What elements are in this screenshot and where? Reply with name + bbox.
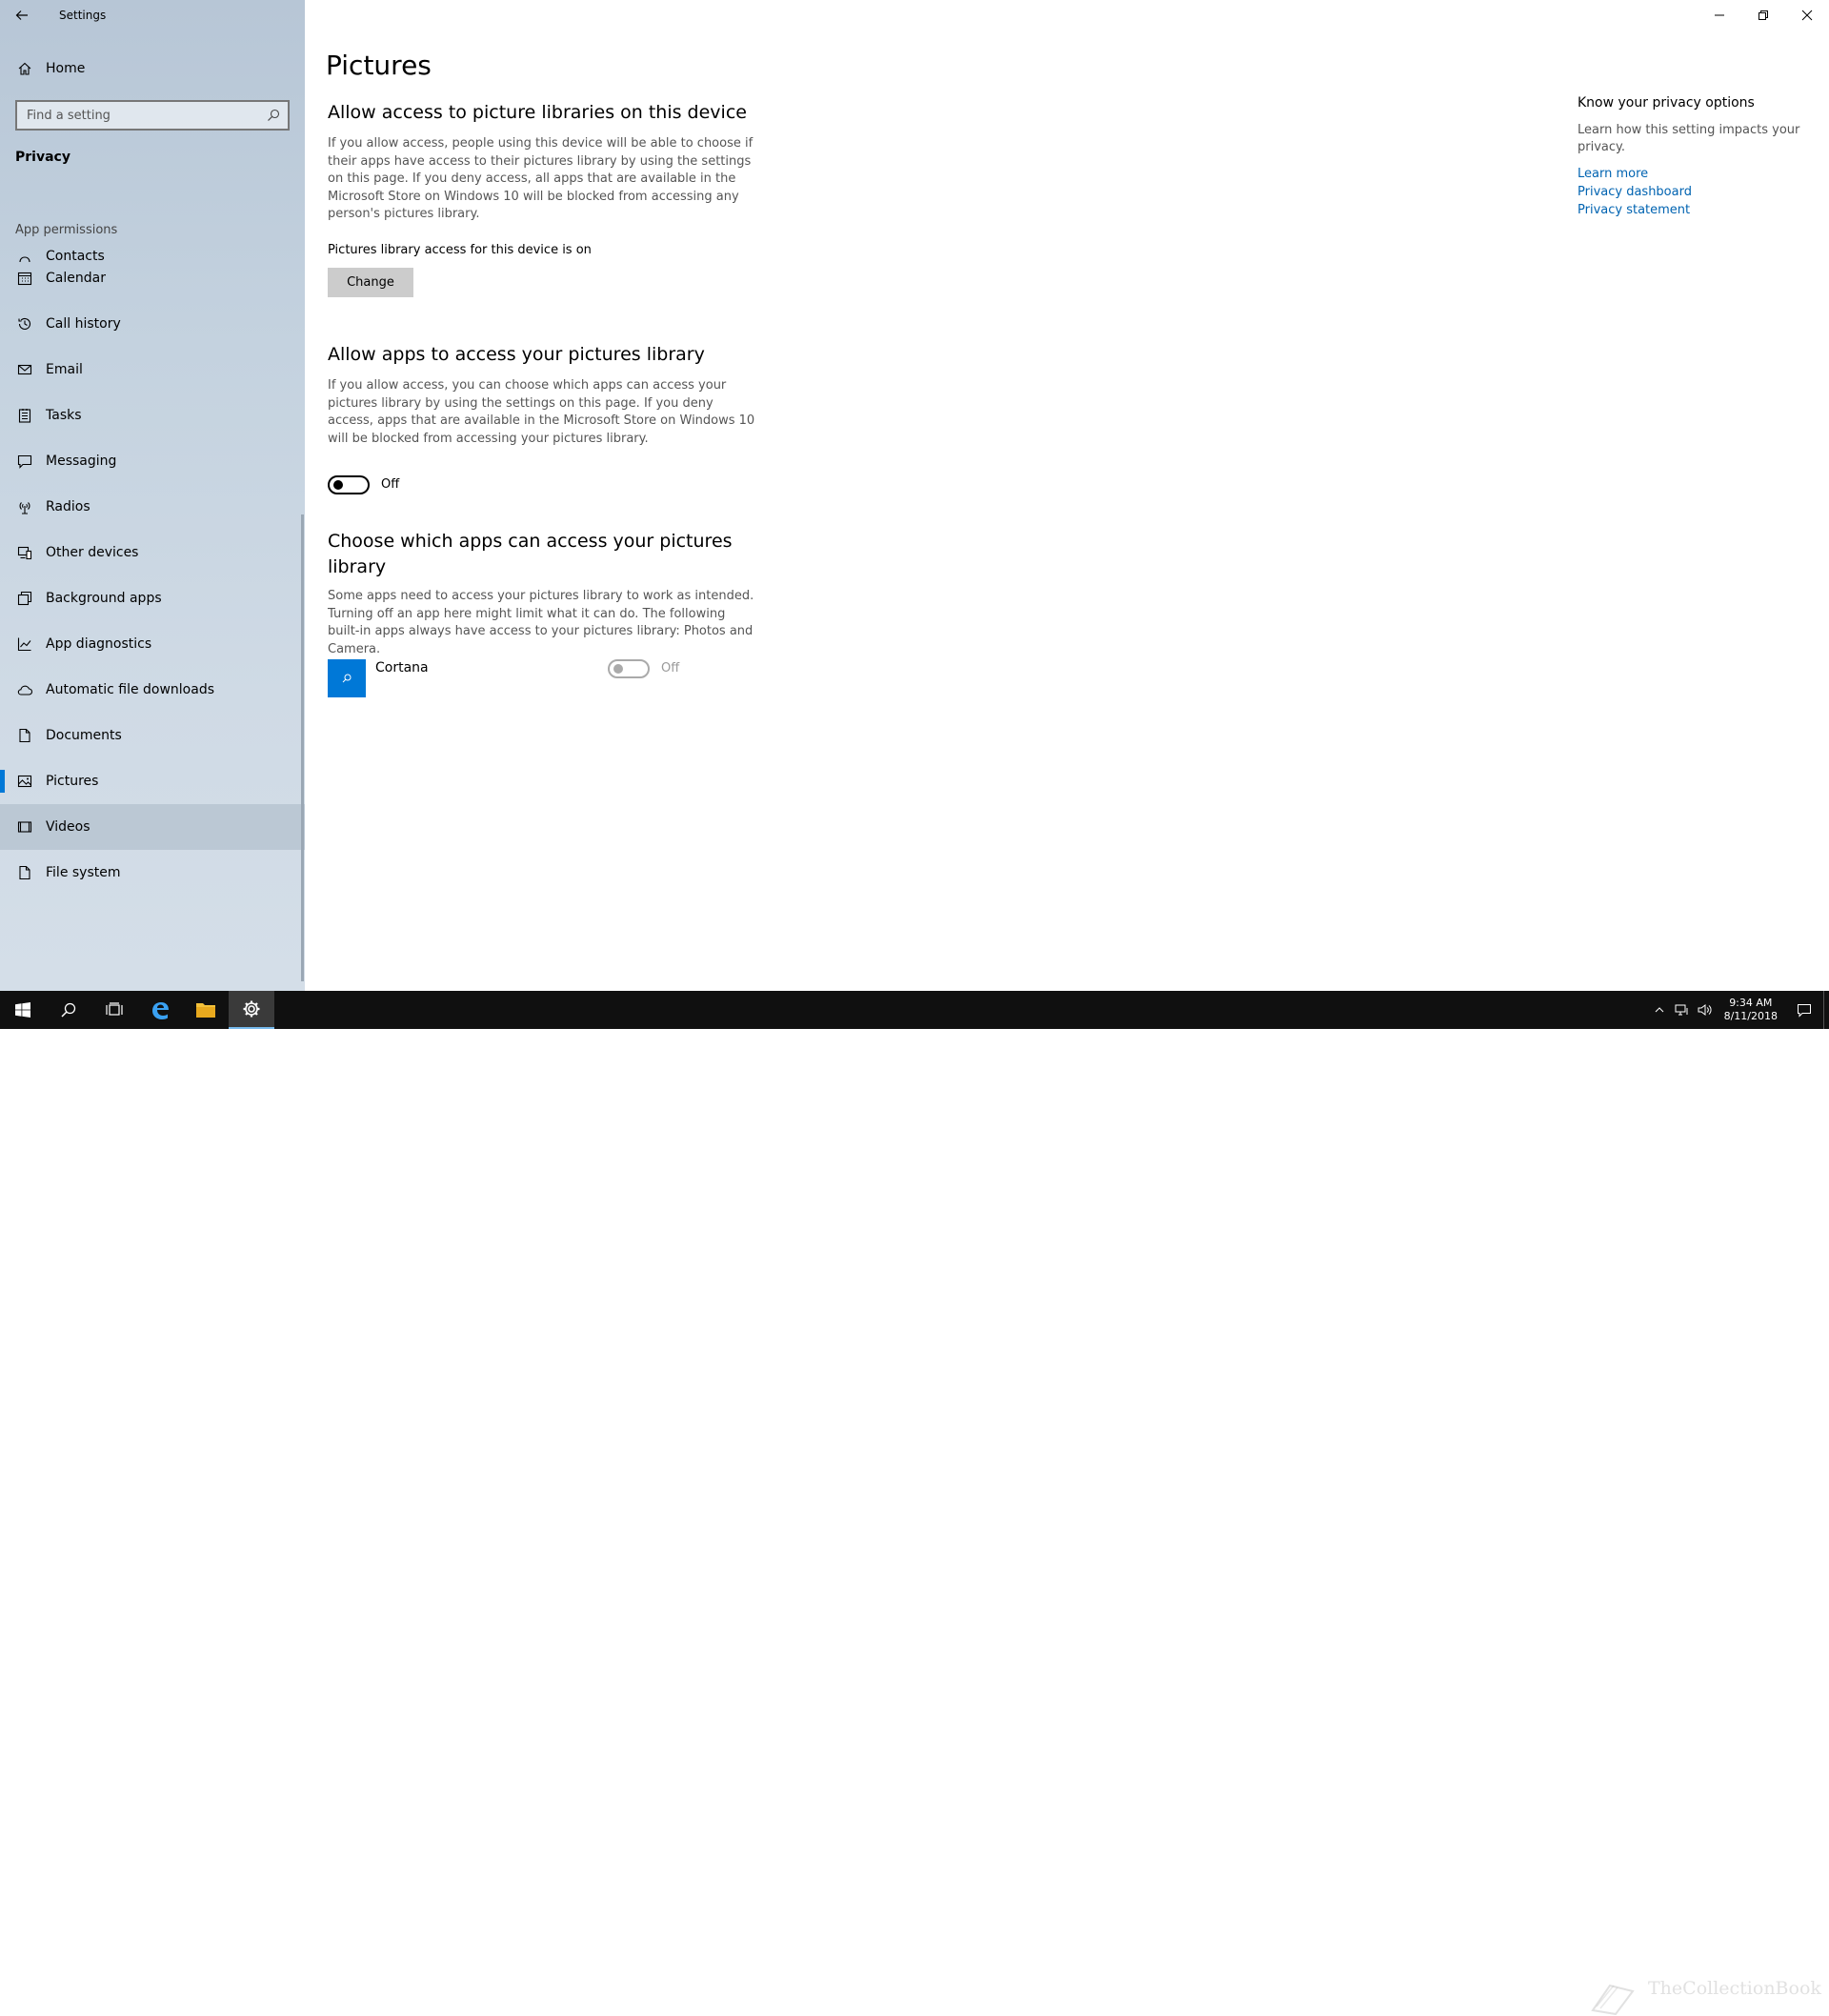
sidebar-item-label: Radios	[46, 499, 90, 514]
home-icon	[16, 60, 33, 77]
sidebar-item-other-devices[interactable]	[0, 530, 305, 575]
cortana-toggle[interactable]	[608, 659, 650, 678]
sidebar-item-app-diagnostics[interactable]	[0, 621, 305, 667]
search-icon	[61, 1002, 76, 1018]
main-content	[326, 0, 1564, 991]
sidebar-item-label: Tasks	[46, 408, 82, 423]
sidebar-item-tasks[interactable]	[0, 393, 305, 438]
folder-icon	[195, 1001, 216, 1018]
device-access-status: Pictures library access for this device is on	[328, 243, 592, 257]
gear-icon	[242, 999, 261, 1018]
clock-time: 9:34 AM	[1729, 997, 1773, 1009]
picture-icon	[16, 773, 33, 790]
search-icon	[267, 109, 280, 122]
edge-icon	[150, 999, 171, 1020]
privacy-options-panel	[1578, 95, 1806, 219]
notification-icon	[1797, 1002, 1812, 1018]
restore-icon	[1759, 10, 1768, 20]
nav-list	[0, 230, 305, 916]
settings-taskbar-button[interactable]	[229, 991, 274, 1029]
section-title: Privacy	[15, 150, 70, 165]
show-hidden-icons-button[interactable]	[1648, 991, 1671, 1029]
sidebar-item-label: Background apps	[46, 591, 162, 606]
section-apps-access-heading: Allow apps to access your pictures library	[328, 344, 705, 365]
network-icon	[1675, 1003, 1690, 1017]
sidebar-item-label: Contacts	[46, 249, 105, 264]
sidebar-item-documents[interactable]	[0, 713, 305, 758]
sidebar-item-label: Call history	[46, 316, 121, 332]
title-bar	[0, 0, 305, 30]
app-title: Settings	[59, 9, 107, 22]
sidebar-item-label: Pictures	[46, 774, 99, 789]
sidebar-item-videos[interactable]	[0, 804, 305, 850]
calendar-icon	[16, 270, 33, 287]
system-tray	[1648, 991, 1829, 1029]
sidebar-item-file-system[interactable]	[0, 850, 305, 896]
minimize-icon	[1715, 10, 1724, 20]
privacy-options-heading: Know your privacy options	[1578, 95, 1755, 111]
close-button[interactable]	[1785, 0, 1829, 30]
sidebar-item-radios[interactable]	[0, 484, 305, 530]
sidebar-item-label: Documents	[46, 728, 122, 743]
message-icon	[16, 453, 33, 470]
sidebar-item-label: Messaging	[46, 454, 117, 469]
background-apps-icon	[16, 590, 33, 607]
sidebar-item-pictures[interactable]	[0, 758, 305, 804]
selection-indicator	[0, 770, 5, 793]
search-input[interactable]	[27, 109, 255, 123]
radio-icon	[16, 498, 33, 515]
watermark-book-icon	[1589, 1978, 1638, 2016]
file-explorer-button[interactable]	[183, 991, 229, 1029]
learn-more-link[interactable]: Learn more	[1578, 167, 1649, 181]
sidebar-item-label: Email	[46, 362, 83, 377]
close-icon	[1802, 10, 1812, 20]
privacy-dashboard-link[interactable]: Privacy dashboard	[1578, 185, 1692, 199]
apps-access-toggle[interactable]	[328, 475, 370, 494]
cortana-toggle-label: Off	[661, 661, 680, 675]
sidebar-item-messaging[interactable]	[0, 438, 305, 484]
tasks-icon	[16, 407, 33, 424]
change-button[interactable]: Change	[328, 268, 413, 297]
taskbar	[0, 991, 1829, 1999]
section-apps-access-description: If you allow access, you can choose which apps can access your pictures library by using the settings on this page. If you deny access, apps that are available in the Microsoft Store on Windows 10 will be blocked from accessing your pictures library.	[328, 378, 755, 446]
sidebar-item-label: Automatic file downloads	[46, 682, 215, 697]
start-button[interactable]	[0, 991, 46, 1029]
privacy-statement-link[interactable]: Privacy statement	[1578, 203, 1691, 217]
file-icon	[16, 864, 33, 881]
section-choose-apps-heading: Choose which apps can access your pictures library	[328, 531, 733, 577]
toggle-knob	[613, 664, 623, 674]
section-choose-apps-description: Some apps need to access your pictures library to work as intended. Turning off an app here might limit what it can do. The following built-in apps always have access to your pictures library: Photos and Camera.	[328, 589, 754, 656]
toggle-knob	[333, 480, 343, 490]
sidebar-item-label: Calendar	[46, 271, 106, 286]
chevron-up-icon	[1655, 1005, 1664, 1015]
action-center-button[interactable]	[1785, 991, 1823, 1029]
search-box[interactable]	[15, 100, 290, 131]
group-title: App permissions	[15, 223, 118, 237]
section-device-access-description: If you allow access, people using this device will be able to choose if their apps have access to their pictures library by using the settings on this page. If you deny access, all apps that are available in the Microsoft Store on Windows 10 will be blocked from accessing any person's pictures library.	[328, 136, 754, 221]
page-title: Pictures	[326, 50, 432, 81]
task-view-button[interactable]	[91, 991, 137, 1029]
sidebar-item-calendar[interactable]	[0, 255, 305, 301]
windows-logo-icon	[15, 1002, 30, 1018]
diagnostics-icon	[16, 635, 33, 653]
speaker-icon	[1698, 1003, 1713, 1017]
cortana-app-tile	[328, 659, 366, 697]
cortana-app-name: Cortana	[375, 660, 429, 675]
sidebar-item-automatic-file-downloads[interactable]	[0, 667, 305, 713]
sidebar-item-label: File system	[46, 865, 121, 880]
window-controls	[1698, 0, 1829, 30]
clock-date: 8/11/2018	[1723, 1010, 1778, 1022]
minimize-button[interactable]	[1698, 0, 1741, 30]
document-icon	[16, 727, 33, 744]
volume-button[interactable]	[1694, 991, 1717, 1029]
back-arrow-icon	[15, 9, 29, 22]
section-device-access-heading: Allow access to picture libraries on this device	[328, 102, 747, 123]
history-icon	[16, 315, 33, 333]
devices-icon	[16, 544, 33, 561]
sidebar-item-label: Videos	[46, 819, 90, 835]
home-label: Home	[46, 61, 86, 76]
sidebar-item-label: App diagnostics	[46, 636, 152, 652]
sidebar-item-contacts[interactable]	[0, 230, 305, 264]
search-button[interactable]	[46, 991, 91, 1029]
show-desktop-button[interactable]	[1823, 991, 1829, 1029]
home-link[interactable]	[0, 55, 305, 82]
network-button[interactable]	[1671, 991, 1694, 1029]
sidebar-item-call-history[interactable]	[0, 301, 305, 347]
cortana-search-icon	[341, 673, 352, 684]
video-icon	[16, 818, 33, 836]
edge-browser-button[interactable]	[137, 991, 183, 1029]
sidebar	[0, 0, 305, 991]
sidebar-item-background-apps[interactable]	[0, 575, 305, 621]
mail-icon	[16, 361, 33, 378]
apps-access-toggle-label: Off	[381, 477, 400, 492]
sidebar-scrollbar[interactable]	[301, 514, 304, 981]
cloud-icon	[16, 681, 33, 698]
back-button[interactable]	[0, 0, 44, 30]
task-view-icon	[106, 1002, 123, 1018]
clock[interactable]	[1717, 997, 1785, 1023]
restore-button[interactable]	[1741, 0, 1785, 30]
privacy-options-text: Learn how this setting impacts your privacy.	[1578, 123, 1800, 154]
watermark-text: TheCollectionBook	[1648, 1978, 1821, 1999]
sidebar-item-label: Other devices	[46, 545, 139, 560]
sidebar-item-email[interactable]	[0, 347, 305, 393]
